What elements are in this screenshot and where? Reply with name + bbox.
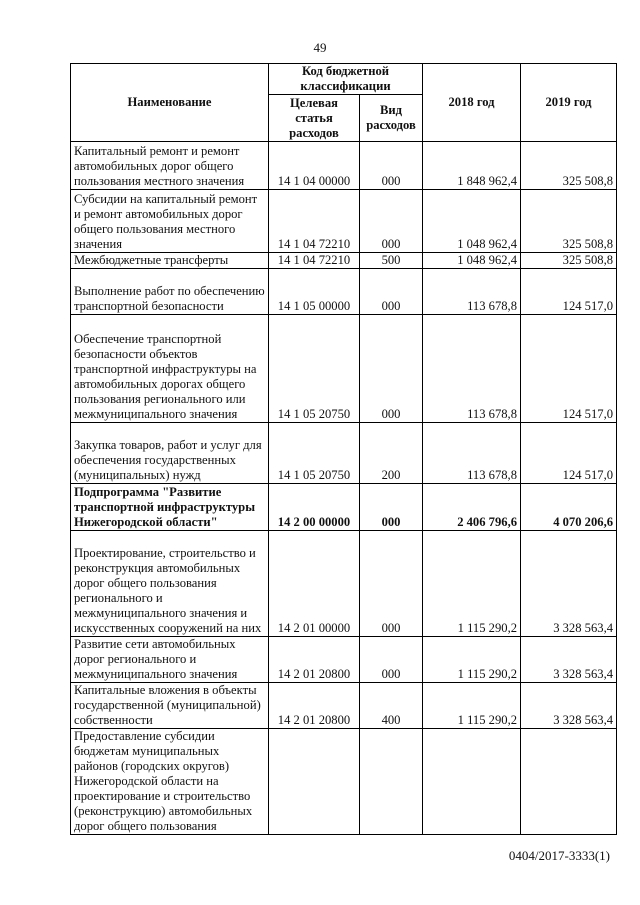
header-expense-kind: Вид расходов [360, 95, 423, 142]
row-target-cell: 14 1 04 00000 [269, 142, 360, 190]
row-target-cell: 14 2 01 20800 [269, 683, 360, 729]
table-row [71, 142, 617, 190]
budget-table [70, 63, 617, 835]
table-row [71, 253, 617, 269]
row-name-cell: Проектирование, строительство и реконструкция автомобильных дорог общего пользования регионального и межмуниципального значения и искусственных сооружений на них [71, 531, 269, 637]
row-name-cell: Выполнение работ по обеспечению транспортной безопасности [71, 269, 269, 315]
row-kind-cell: 400 [360, 683, 423, 729]
row-kind-cell: 000 [360, 637, 423, 683]
header-2018: 2018 год [423, 64, 521, 142]
row-target-cell [269, 729, 360, 835]
row-name-cell: Капитальный ремонт и ремонт автомобильных дорог общего пользования местного значения [71, 142, 269, 190]
row-name-cell: Предоставление субсидии бюджетам муниципальных районов (городских округов) Нижегородской области на проектирование и строительство (реконструкцию) автомобильных дорог общего пользования [71, 729, 269, 835]
row-target-cell: 14 2 00 00000 [269, 484, 360, 531]
row-target-cell: 14 1 05 20750 [269, 315, 360, 423]
row-2018-cell: 1 115 290,2 [423, 683, 521, 729]
table-row [71, 531, 617, 637]
row-2019-cell: 3 328 563,4 [521, 531, 617, 637]
table-row [71, 729, 617, 835]
row-2019-cell: 325 508,8 [521, 190, 617, 253]
header-target-article: Целевая статья расходов [269, 95, 360, 142]
row-2018-cell: 113 678,8 [423, 315, 521, 423]
row-2019-cell [521, 729, 617, 835]
row-target-cell: 14 2 01 20800 [269, 637, 360, 683]
row-name-cell: Развитие сети автомобильных дорог регионального и межмуниципального значения [71, 637, 269, 683]
document-id: 0404/2017-3333(1) [508, 848, 610, 863]
row-2018-cell: 113 678,8 [423, 269, 521, 315]
table-row [71, 190, 617, 253]
row-2018-cell: 1 048 962,4 [423, 253, 521, 269]
row-2019-cell: 325 508,8 [521, 253, 617, 269]
row-2019-cell: 3 328 563,4 [521, 637, 617, 683]
row-2019-cell: 325 508,8 [521, 142, 617, 190]
row-kind-cell: 000 [360, 484, 423, 531]
page-number: 49 [313, 40, 327, 55]
row-target-cell: 14 1 04 72210 [269, 253, 360, 269]
row-2018-cell: 1 115 290,2 [423, 531, 521, 637]
row-target-cell: 14 2 01 00000 [269, 531, 360, 637]
row-kind-cell: 500 [360, 253, 423, 269]
table-row [71, 683, 617, 729]
row-2018-cell: 2 406 796,6 [423, 484, 521, 531]
row-name-cell: Межбюджетные трансферты [71, 253, 269, 269]
header-2019: 2019 год [521, 64, 617, 142]
row-2018-cell: 1 848 962,4 [423, 142, 521, 190]
table-row [71, 637, 617, 683]
row-2019-cell: 124 517,0 [521, 423, 617, 484]
row-kind-cell: 000 [360, 531, 423, 637]
row-kind-cell [360, 729, 423, 835]
row-kind-cell: 200 [360, 423, 423, 484]
header-code-group: Код бюджетной классификации [269, 64, 423, 95]
header-name: Наименование [71, 64, 269, 142]
row-target-cell: 14 1 04 72210 [269, 190, 360, 253]
row-name-cell: Обеспечение транспортной безопасности объектов транспортной инфраструктуры на автомобильных дорогах общего пользования регионального или межмуниципального значения [71, 315, 269, 423]
row-2018-cell: 1 048 962,4 [423, 190, 521, 253]
row-2018-cell: 1 115 290,2 [423, 637, 521, 683]
row-kind-cell: 000 [360, 190, 423, 253]
row-kind-cell: 000 [360, 142, 423, 190]
row-name-cell: Капитальные вложения в объекты государственной (муниципальной) собственности [71, 683, 269, 729]
row-name-cell: Субсидии на капитальный ремонт и ремонт автомобильных дорог общего пользования местного значения [71, 190, 269, 253]
row-2019-cell: 4 070 206,6 [521, 484, 617, 531]
row-2019-cell: 124 517,0 [521, 315, 617, 423]
row-2019-cell: 124 517,0 [521, 269, 617, 315]
table-row [71, 315, 617, 423]
row-name-cell: Подпрограмма "Развитие транспортной инфраструктуры Нижегородской области" [71, 484, 269, 531]
row-target-cell: 14 1 05 20750 [269, 423, 360, 484]
row-2018-cell [423, 729, 521, 835]
row-2019-cell: 3 328 563,4 [521, 683, 617, 729]
row-name-cell: Закупка товаров, работ и услуг для обеспечения государственных (муниципальных) нужд [71, 423, 269, 484]
row-target-cell: 14 1 05 00000 [269, 269, 360, 315]
table-row [71, 423, 617, 484]
row-kind-cell: 000 [360, 269, 423, 315]
row-kind-cell: 000 [360, 315, 423, 423]
table-row [71, 484, 617, 531]
table-body [71, 142, 617, 835]
row-2018-cell: 113 678,8 [423, 423, 521, 484]
table-row [71, 269, 617, 315]
